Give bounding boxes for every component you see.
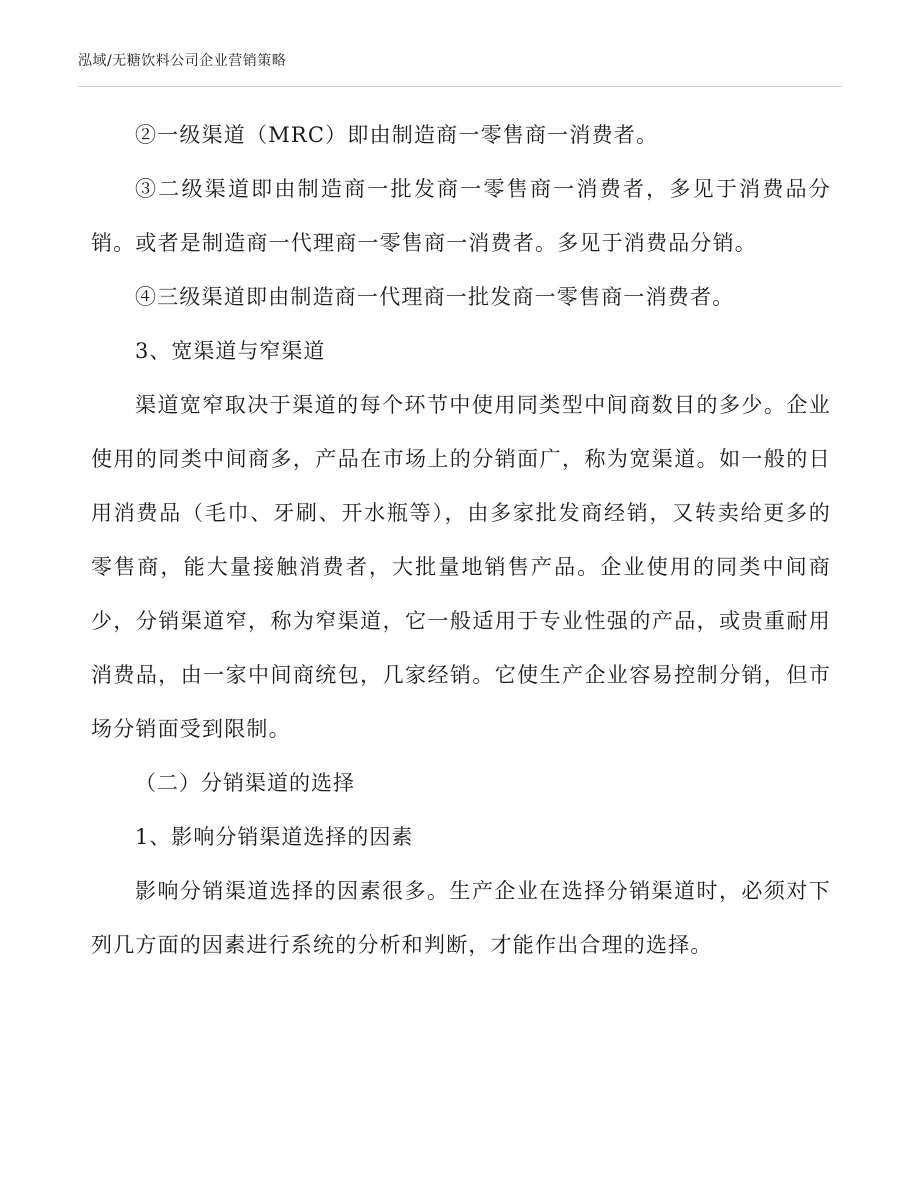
paragraph-first-level-channel: ②一级渠道（MRC）即由制造商一零售商一消费者。: [135, 123, 659, 147]
paragraph-second-level-channel: ③二级渠道即由制造商一批发商一零售商一消费者，多见于消费品分销。或者是制造商一代理商一零售商一消费者。多见于消费品分销。: [91, 177, 831, 255]
document-body: [91, 108, 831, 972]
section-heading-channel-selection: （二）分销渠道的选择: [135, 771, 355, 795]
paragraph-third-level-channel: ④三级渠道即由制造商一代理商一批发商一零售商一消费者。: [135, 285, 735, 309]
header-divider: [78, 86, 842, 87]
section-heading-wide-narrow: 3、宽渠道与窄渠道: [135, 339, 326, 363]
section-heading-influencing-factors: 1、影响分销渠道选择的因素: [135, 825, 414, 849]
paragraph-wide-narrow-channel: 渠道宽窄取决于渠道的每个环节中使用同类型中间商数目的多少。企业使用的同类中间商多，产品在市场上的分销面广，称为宽渠道。如一般的日用消费品（毛巾、牙刷、开水瓶等），由多家批发商经销，又转卖给更多的零售商，能大量接触消费者，大批量地销售产品。企业使用的同类中间商少，分销渠道窄，称为窄渠道，它一般适用于专业性强的产品，或贵重耐用消费品，由一家中间商统包，几家经销。它使生产企业容易控制分销，但市场分销面受到限制。: [91, 393, 831, 741]
page-header-title: 泓域/无糖饮料公司企业营销策略: [78, 53, 287, 69]
paragraph-influencing-factors: 影响分销渠道选择的因素很多。生产企业在选择分销渠道时，必须对下列几方面的因素进行系统的分析和判断，才能作出合理的选择。: [91, 879, 831, 957]
